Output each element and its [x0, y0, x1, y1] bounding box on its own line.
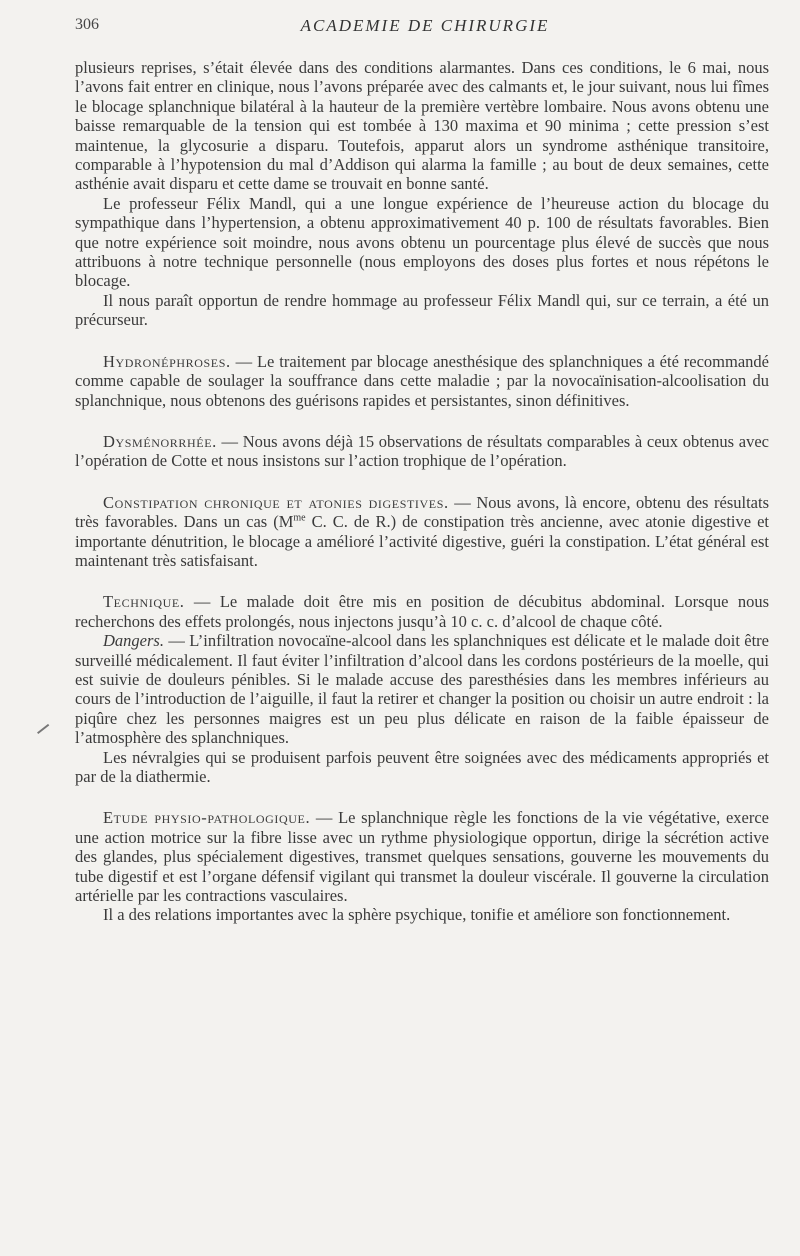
- section-text: — L’infiltration novocaïne-alcool dans les splanchniques est délicate et le malade doit être surveillé médicalement. Il faut éviter l’infiltration d’alcool dans les cordons postérieurs de la moelle, qui est suivie de douleurs pénibles. Si le malade accuse des paresthésies dans les membres inférieurs au cours de l’introduction de l’aiguille, il faut la retirer et changer la position ou choisir un autre endroit : la piqûre chez les personnes maigres est un peu plus délicate en raison de la faible épaisseur de l’atmosphère des splanchniques.: [75, 631, 769, 748]
- section-text: — Nous avons, là encore, obtenu des résultats très favorables. Dans un cas (M: [75, 492, 770, 532]
- section-heading: Dangers.: [103, 631, 164, 651]
- section-constipation: [75, 493, 769, 571]
- margin-pencil-mark: [37, 724, 49, 734]
- page-header: [75, 14, 775, 42]
- section-text: — Le traitement par blocage anesthésique des splanchniques a été recommandé comme capable de soulager la souffrance dans cette maladie ; par la novocaïnisation-alcoolisation du splanchnique, nous obtenons des guérisons rapides et persistantes, sinon définitives.: [75, 351, 769, 410]
- section-dangers: [75, 631, 769, 747]
- paragraph-mandl-tribute: Il nous paraît opportun de rendre hommage au professeur Félix Mandl qui, sur ce terrain, a été un précurseur.: [75, 290, 769, 330]
- section-heading: Technique.: [103, 592, 185, 612]
- paragraph-mandl-results: Le professeur Félix Mandl, qui a une longue expérience de l’heureuse action du blocage du sympathique dans l’hypertension, a obtenu approximativement 40 p. 100 de résultats favorables. Bien que notre expérience soit moindre, nous avons obtenu un pourcentage plus élevé de succès que nous attribuons à notre technique personnelle (nous employons des doses plus fortes et nous répétons le blocage.: [75, 193, 769, 291]
- section-heading: Constipation chronique et atonies digestives.: [103, 492, 449, 512]
- section-heading: Etude physio-pathologique.: [103, 808, 311, 828]
- running-title: ACADEMIE DE CHIRURGIE: [300, 16, 550, 35]
- page-number: 306: [75, 16, 99, 33]
- section-text: — Le malade doit être mis en position de décubitus abdominal. Lorsque nous recherchons des effets prolongés, nous injectons jusqu’à 10 c. c. d’alcool de chaque côté.: [75, 592, 769, 631]
- section-hydronephroses: [75, 352, 769, 410]
- section-etude: [75, 808, 769, 905]
- section-text: C. C. de R.) de constipation très ancienne, avec atonie digestive et importante dénutrition, le blocage a amélioré l’activité digestive, guéri la constipation. L’état général est maintenant très satisfaisant.: [75, 512, 770, 570]
- section-dysmenorrhee: [75, 432, 769, 471]
- article-body: [75, 58, 769, 925]
- section-technique: [75, 592, 769, 631]
- section-heading: Dysménorrhée.: [103, 431, 217, 451]
- paragraph-relations: Il a des relations importantes avec la sphère psychique, tonifie et améliore son fonctionnement.: [103, 905, 731, 925]
- section-text: — Nous avons déjà 15 observations de résultats comparables à ceux obtenus avec l’opération de Cotte et nous insistons sur l’action trophique de l’opération.: [75, 431, 769, 471]
- superscript: me: [293, 512, 306, 524]
- section-text: — Le splanchnique règle les fonctions de la vie végétative, exerce une action motrice sur la fibre lisse avec un rythme physiologique opportun, dirige la sécrétion active des glandes, plus spécialement digestives, transmet quelques sensations, gouverne les mouvements du tube digestif et est l’organe défensif vigilant qui transmet la douleur viscérale. Il gouverne la circulation artérielle par les contractions vasculaires.: [75, 808, 769, 906]
- section-heading: Hydronéphroses.: [103, 351, 231, 371]
- paragraph-case-continuation: plusieurs reprises, s’était élevée dans des conditions alarmantes. Dans ces conditions, le 6 mai, nous l’avons fait entrer en clinique, nous l’avons préparée avec des calmants et, le jour suivant, nous lui fîmes le blocage splanchnique bilatéral à la hauteur de la première vertèbre lombaire. Nous avons obtenu une baisse remarquable de la tension qui est tombée à 130 maxima et 90 minima ; cette pression s’est maintenue, la glycosurie a disparu. Toutefois, apparut alors un syndrome asthénique transitoire, comparable à l’hypotension du mal d’Addison qui alarma la famille ; au bout de deux semaines, cette asthénie avait disparu et cette dame se trouvait en bonne santé.: [75, 58, 769, 194]
- paragraph-nevralgies: Les névralgies qui se produisent parfois peuvent être soignées avec des médicaments appropriés et par de la diathermie.: [75, 747, 769, 786]
